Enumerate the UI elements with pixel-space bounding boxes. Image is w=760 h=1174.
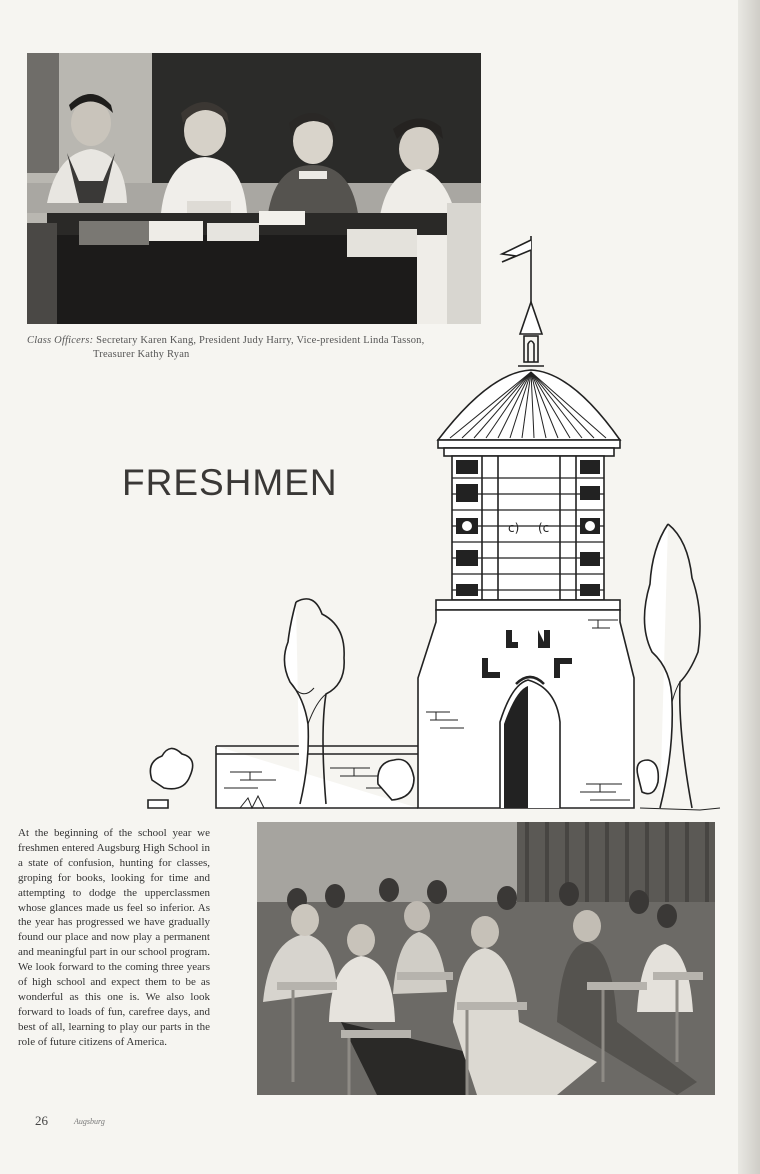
running-footer: Augsburg — [74, 1117, 105, 1126]
caption-line-2: Treasurer Kathy Ryan — [93, 349, 190, 360]
svg-text:c): c) — [508, 521, 520, 535]
freshmen-article: At the beginning of the school year we freshmen entered Augsburg High School in a state of confusion, hunting for classes, groping for books, looking for time and attempting to dodge the upperclassmen whose glances made us feel so inferior. As the year has progressed we have gradually found our place and now play a permanent and meaningful part in our school program. We look forward to the coming three years of high school and expect them to be as wonderful as this one is. We also look forward to loads of fun, carefree days, and best of all, learning to play our parts in the role of future citizens of America. — [18, 827, 210, 1048]
tower-illustration — [140, 232, 730, 814]
page-edge-shadow — [738, 0, 760, 1174]
section-heading: FRESHMEN — [122, 462, 338, 503]
svg-text:(c: (c — [538, 521, 550, 535]
caption-line-1: Secretary Karen Kang, President Judy Harry, Vice-president Linda Tasson, — [96, 335, 425, 346]
classroom-photo — [257, 822, 715, 1095]
page-number: 26 — [35, 1113, 48, 1128]
caption-label: Class Officers: — [27, 335, 94, 346]
